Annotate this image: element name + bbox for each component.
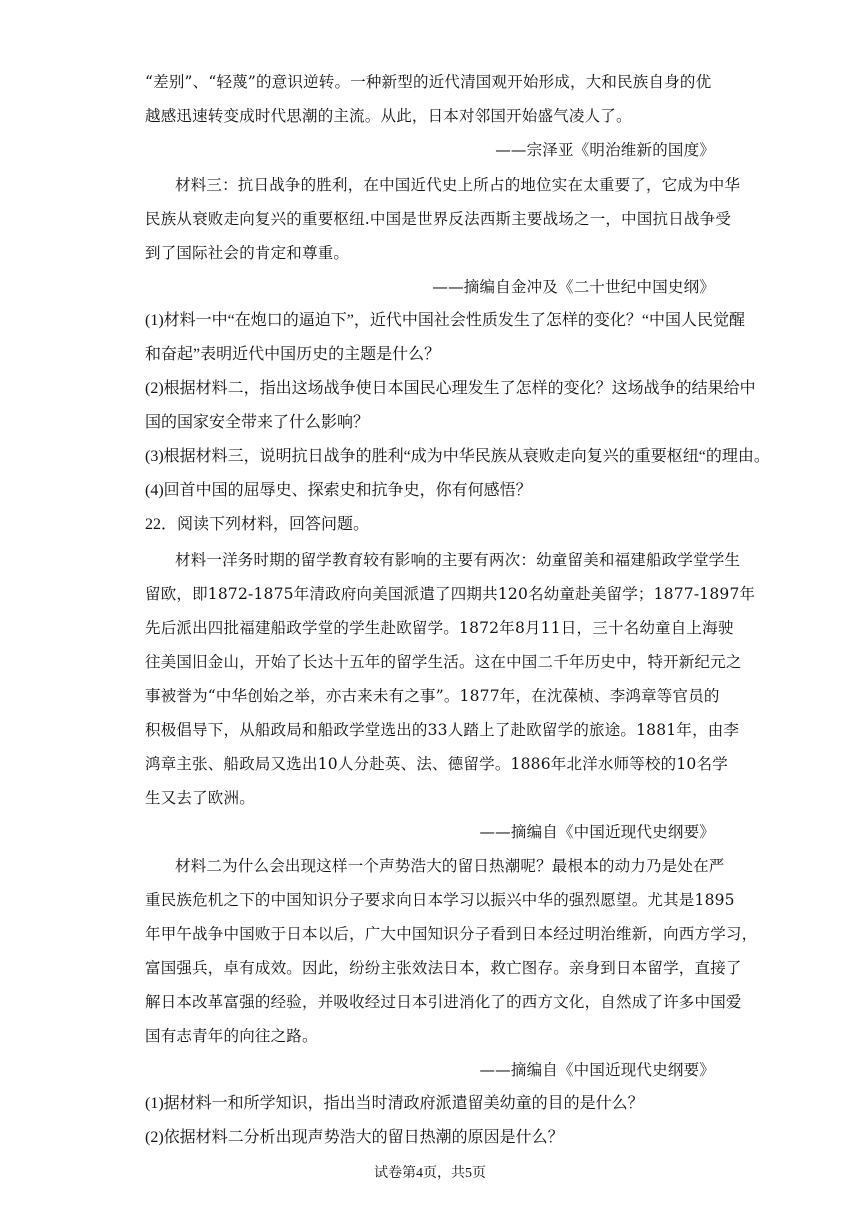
question-line: (4)回首中国的屈辱史、探索史和抗争史，你有何感悟？: [145, 482, 532, 499]
material-three-line-3: 到了国际社会的肯定和尊重。: [145, 244, 350, 262]
material-three-line-2: 民族从衰败走向复兴的重要枢纽.中国是世界反法西斯主要战场之一，中国抗日战争受: [145, 210, 732, 228]
question-line: (2)依据材料二分析出现声势浩大的留日热潮的原因是什么？: [145, 1129, 564, 1146]
material-two-line-3: 年甲午战争中国败于日本以后，广大中国知识分子看到日本经过明治维新，向西方学习，: [145, 925, 758, 943]
material-three-line-1: 材料三：抗日战争的胜利，在中国近代史上所占的地位实在太重要了，它成为中华: [175, 176, 741, 194]
material-one-line-1: 材料一洋务时期的留学教育较有影响的主要有两次：幼童留美和福建船政学堂学生: [175, 551, 741, 569]
material-two-line-1: 材料二为什么会出现这样一个声势浩大的留日热潮呢？最根本的动力乃是处在严: [175, 857, 725, 875]
material-one-line-2: 留欧，即1872-1875年清政府向美国派遣了四期共120名幼童赴美留学；1877-1897年: [145, 585, 756, 603]
material-two-line-2: 重民族危机之下的中国知识分子要求向日本学习以振兴中华的强烈愿望。尤其是1895: [145, 891, 735, 909]
material-one-line-6: 积极倡导下，从船政局和船政学堂选出的33人踏上了赴欧留学的旅途。1881年，由李: [145, 721, 740, 739]
source-citation: ——摘编自《中国近现代史纲要》: [479, 823, 715, 841]
source-citation: ——摘编自《中国近现代史纲要》: [479, 1061, 715, 1079]
source-citation: ——宗泽亚《明治维新的国度》: [495, 141, 715, 159]
question-line: (2)根据材料二，指出这场战争使日本国民心理发生了怎样的变化？这场战争的结果给中: [145, 380, 756, 397]
question-line: 国的国家安全带来了什么影响？: [145, 414, 370, 431]
question-line: 和奋起”表明近代中国历史的主题是什么？: [145, 346, 441, 363]
material-one-line-7: 鸿章主张、船政局又选出10人分赴英、法、德留学。1886年北洋水师等校的10名学: [145, 755, 728, 773]
question-heading: 22．阅读下列材料，回答问题。: [145, 516, 370, 533]
material-two-line-6: 国有志青年的向往之路。: [145, 1027, 318, 1045]
material-two-line-5: 解日本改革富强的经验，并吸收经过日本引进消化了的西方文化，自然成了许多中国爱: [145, 993, 742, 1011]
material-two-continued-line-1: “差别”、“轻蔑”的意识逆转。一种新型的近代清国观开始形成，大和民族自身的优: [145, 73, 712, 91]
question-line: (3)根据材料三，说明抗日战争的胜利“成为中华民族从衰败走向复兴的重要枢纽“的理由。: [145, 448, 770, 465]
material-one-line-4: 往美国旧金山，开始了长达十五年的留学生活。这在中国二千年历史中，特开新纪元之: [145, 653, 742, 671]
material-one-line-8: 生又去了欧洲。: [145, 789, 255, 807]
source-citation: ——摘编自金冲及《二十世纪中国史纲》: [432, 278, 715, 296]
question-line: (1)据材料一和所学知识，指出当时清政府派遣留美幼童的目的是什么？: [145, 1095, 644, 1112]
page-footer: 试卷第4页，共5页: [374, 1166, 486, 1181]
material-one-line-3: 先后派出四批福建船政学堂的学生赴欧留学。1872年8月11日，三十名幼童自上海驶: [145, 619, 734, 637]
question-line: (1)材料一中“在炮口的逼迫下”，近代中国社会性质发生了怎样的变化？“中国人民觉醒: [145, 312, 745, 329]
material-one-line-5: 事被誉为“中华创始之举，亦古来未有之事”。1877年，在沈葆桢、李鸿章等官员的: [145, 687, 720, 705]
material-two-line-4: 富国强兵，卓有成效。因此，纷纷主张效法日本，救亡图存。亲身到日本留学，直接了: [145, 959, 742, 977]
material-two-continued-line-2: 越感迅速转变成时代思潮的主流。从此，日本对邻国开始盛气凌人了。: [145, 107, 632, 125]
